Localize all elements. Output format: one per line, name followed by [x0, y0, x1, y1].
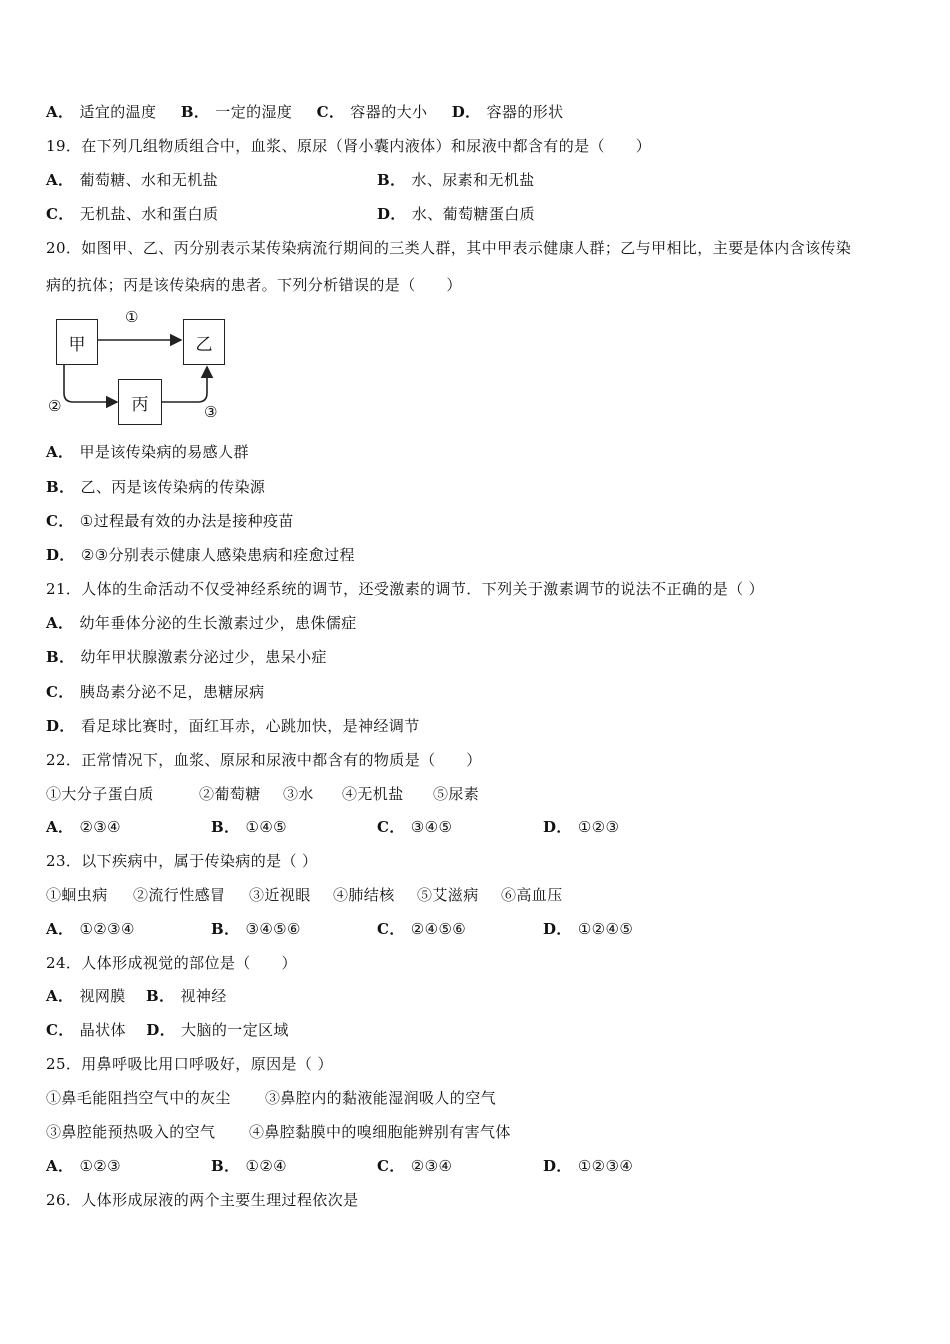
q23-item-1: ①蛔虫病	[46, 886, 108, 904]
q20-stem-line1: 20．如图甲、乙、丙分别表示某传染病流行期间的三类人群，其中甲表示健康人群；乙与甲相比，主要是体内含该传染	[46, 239, 852, 257]
q20-stem-line2: 病的抗体；丙是该传染病的患者。下列分析错误的是（ ）	[46, 276, 462, 294]
q24-options-row1	[46, 986, 227, 1006]
q19-option-d-letter: D．	[377, 205, 406, 223]
q22-item-4: ④无机盐	[342, 785, 404, 803]
q22-option-c: ③④⑤	[410, 818, 453, 836]
q21-option-b-row	[46, 647, 327, 667]
q20-option-a-letter: A．	[46, 443, 74, 461]
q19-option-a: 葡萄糖、水和无机盐	[79, 171, 219, 189]
q19-option-d: 水、葡萄糖蛋白质	[411, 205, 536, 223]
diagram-label-2: ②	[48, 397, 62, 415]
q22-option-c-letter: C．	[377, 818, 405, 836]
diagram-box-yi: 乙	[183, 319, 225, 365]
q24-option-d-letter: D．	[146, 1021, 176, 1039]
q25-option-c-letter: C．	[377, 1157, 405, 1175]
q20-option-a: 甲是该传染病的易感人群	[79, 443, 249, 461]
q24-option-c: 晶状体	[79, 1021, 126, 1039]
q24-option-a-letter: A．	[46, 987, 74, 1005]
q22-option-a: ②③④	[79, 818, 121, 836]
q23-option-b: ③④⑤⑥	[245, 920, 301, 938]
q20-diagram-arrows	[0, 0, 950, 440]
q24-option-b-letter: B．	[146, 987, 175, 1005]
q25-stem: 25．用鼻呼吸比用口呼吸好，原因是（ ）	[46, 1055, 333, 1073]
q20-option-c: ①过程最有效的办法是接种疫苗	[79, 512, 294, 530]
q22-stem: 22．正常情况下，血浆、原尿和尿液中都含有的物质是（ ）	[46, 751, 482, 769]
q19-option-a-letter: A．	[46, 171, 74, 189]
q24-option-a: 视网膜	[79, 987, 126, 1005]
q24-option-c-letter: C．	[46, 1021, 74, 1039]
q23-item-2: ②流行性感冒	[133, 886, 226, 904]
q25-option-d-letter: D．	[543, 1157, 572, 1175]
q20-option-d-row	[46, 545, 355, 565]
q18-option-d-letter: D．	[451, 103, 481, 121]
q25-item-1: ①鼻毛能阻挡空气中的灰尘	[46, 1089, 231, 1107]
q22-option-d-letter: D．	[543, 818, 572, 836]
q18-option-a-letter: A．	[46, 103, 74, 121]
q23-item-3: ③近视眼	[249, 886, 311, 904]
q22-item-5: ⑤尿素	[433, 785, 480, 803]
q21-option-c-letter: C．	[46, 683, 74, 701]
q18-option-a: 适宜的温度	[79, 103, 157, 121]
arrow-3	[162, 367, 207, 402]
q18-option-c: 容器的大小	[350, 103, 428, 121]
q21-option-b: 幼年甲状腺激素分泌过少，患呆小症	[80, 648, 327, 666]
q25-item-3: ③鼻腔能预热吸入的空气	[46, 1123, 216, 1141]
q23-item-4: ④肺结核	[333, 886, 395, 904]
q23-option-c-letter: C．	[377, 920, 405, 938]
q24-option-d: 大脑的一定区域	[181, 1021, 289, 1039]
q21-option-b-letter: B．	[46, 648, 75, 666]
diagram-label-1: ①	[125, 308, 139, 326]
q20-option-d: ②③分别表示健康人感染患病和痊愈过程	[80, 546, 355, 564]
q20-option-b-row	[46, 477, 265, 497]
q20-option-b-letter: B．	[46, 478, 75, 496]
q25-item-4: ④鼻腔黏膜中的嗅细胞能辨别有害气体	[249, 1123, 511, 1141]
q25-item-2: ③鼻腔内的黏液能湿润吸人的空气	[265, 1089, 497, 1107]
q21-option-a-row	[46, 613, 357, 633]
q23-option-a: ①②③④	[79, 920, 135, 938]
q18-option-b-letter: B．	[180, 103, 210, 121]
q22-option-b-letter: B．	[211, 818, 240, 836]
q21-stem: 21．人体的生命活动不仅受神经系统的调节，还受激素的调节．下列关于激素调节的说法不正确的是（ ）	[46, 580, 765, 598]
q25-option-b: ①②④	[245, 1157, 288, 1175]
q21-option-d-letter: D．	[46, 717, 75, 735]
q23-stem: 23．以下疾病中，属于传染病的是（ ）	[46, 852, 318, 870]
q23-option-d-letter: D．	[543, 920, 572, 938]
q22-option-d: ①②③	[577, 818, 620, 836]
q25-option-d: ①②③④	[577, 1157, 634, 1175]
q23-option-d: ①②④⑤	[577, 920, 634, 938]
q18-option-d: 容器的形状	[486, 103, 564, 121]
q23-option-b-letter: B．	[211, 920, 240, 938]
q23-option-a-letter: A．	[46, 920, 74, 938]
diagram-box-jia: 甲	[56, 319, 98, 365]
q21-option-c: 胰岛素分泌不足，患糖尿病	[79, 683, 265, 701]
q22-item-1: ①大分子蛋白质	[46, 785, 154, 803]
q21-option-a-letter: A．	[46, 614, 74, 632]
q24-option-b: 视神经	[180, 987, 227, 1005]
q24-options-row2	[46, 1020, 289, 1040]
q20-option-a-row	[46, 442, 249, 462]
diagram-box-bing: 丙	[118, 379, 162, 425]
q25-option-a-letter: A．	[46, 1157, 74, 1175]
q19-stem: 19．在下列几组物质组合中，血浆、原尿（肾小囊内液体）和尿液中都含有的是（ ）	[46, 137, 652, 155]
q21-option-d-row	[46, 716, 420, 736]
q20-option-c-row	[46, 511, 294, 531]
q21-option-c-row	[46, 682, 265, 702]
q25-option-a: ①②③	[79, 1157, 121, 1175]
arrow-2	[64, 365, 117, 402]
q26-stem: 26．人体形成尿液的两个主要生理过程依次是	[46, 1191, 359, 1209]
q24-stem: 24．人体形成视觉的部位是（ ）	[46, 954, 297, 972]
q18-option-b: 一定的湿度	[215, 103, 293, 121]
q19-option-c-letter: C．	[46, 205, 74, 223]
q20-option-d-letter: D．	[46, 546, 75, 564]
q22-item-3: ③水	[283, 785, 314, 803]
q18-option-c-letter: C．	[316, 103, 345, 121]
q20-option-c-letter: C．	[46, 512, 74, 530]
q22-option-b: ①④⑤	[245, 818, 288, 836]
diagram-label-3: ③	[204, 403, 218, 421]
q22-option-a-letter: A．	[46, 818, 74, 836]
q22-item-2: ②葡萄糖	[199, 785, 261, 803]
q23-item-5: ⑤艾滋病	[417, 886, 479, 904]
q21-option-a: 幼年垂体分泌的生长激素过少，患侏儒症	[79, 614, 357, 632]
q23-item-6: ⑥高血压	[501, 886, 563, 904]
q20-option-b: 乙、丙是该传染病的传染源	[80, 478, 266, 496]
q19-option-b-letter: B．	[377, 171, 406, 189]
q19-option-b: 水、尿素和无机盐	[411, 171, 535, 189]
q23-option-c: ②④⑤⑥	[410, 920, 467, 938]
q19-option-c: 无机盐、水和蛋白质	[79, 205, 219, 223]
q25-option-b-letter: B．	[211, 1157, 240, 1175]
q21-option-d: 看足球比赛时，面红耳赤，心跳加快，是神经调节	[80, 717, 420, 735]
q25-option-c: ②③④	[410, 1157, 453, 1175]
